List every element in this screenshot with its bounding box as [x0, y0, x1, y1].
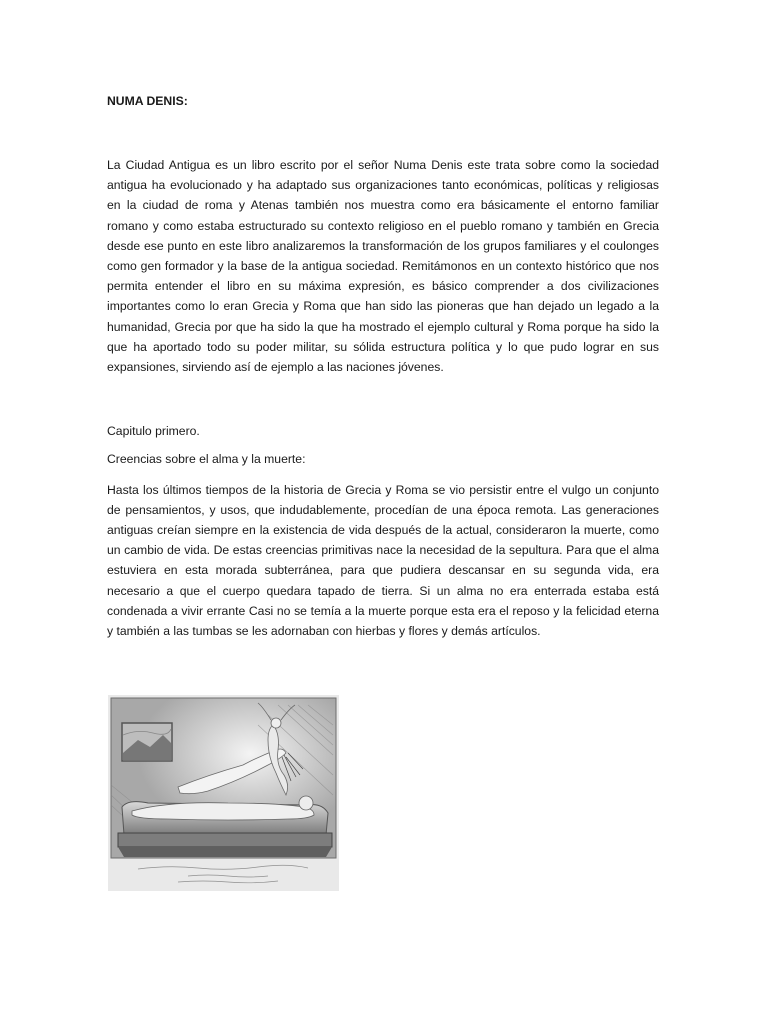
chapter-paragraph: Hasta los últimos tiempos de la historia de Grecia y Roma se vio persistir entre el vulgo un conjunto de pensamientos, y usos, que indudablemente, procedían de una época remota. Las generaciones antiguas creían siempre en la existencia de vida después de la actual, consideraron la muerte, como un cambio de vida. De estas creencias primitivas nace la necesidad de la sepultura. Para que el alma estuviera en esta morada subterránea, para que pudiera descansar en su segunda vida, era necesario a que el cuerpo quedara tapado de tierra. Si un alma no era enterrada estaba está condenada a vivir errante Casi no se temía a la muerte porque esta era el reposo y la felicidad eterna y también a las tumbas se les adornaban con hierbas y flores y demás artículos. — [107, 482, 659, 639]
intro-paragraph: La Ciudad Antigua es un libro escrito por el señor Numa Denis este trata sobre como la sociedad antigua ha evolucionado y ha adaptado sus organizaciones tanto económicas, políticas y religiosas en la ciudad de roma y Atenas también nos muestra como era básicamente el entorno familiar romano y como estaba estructurado su contexto religioso en el pueblo romano y también en Grecia desde ese punto en este libro analizaremos la transformación de los grupos familiares y el coulonges como gen formador y la base de la antigua sociedad. Remitámonos en un contexto histórico que nos permita entender el libro en su máxima expresión, es básico comprender a dos civilizaciones importantes como lo eran Grecia y Roma que han sido las pioneras que han dejado un legado a la humanidad, Grecia por que ha sido la que ha mostrado el ejemplo cultural y Roma porque ha sido la que ha aportado todo su poder militar, su sólida estructura política y lo que pudo lograr en sus expansiones, sirviendo así de ejemplo a las naciones jóvenes. — [107, 158, 659, 375]
document-title: NUMA DENIS: — [107, 94, 188, 108]
engraving-soul-leaving-body-icon — [108, 695, 339, 891]
engraving-image — [108, 695, 339, 891]
chapter-subtitle: Creencias sobre el alma y la muerte: — [107, 452, 306, 467]
document-body — [107, 93, 659, 641]
chapter-heading: Capitulo primero. — [107, 424, 200, 439]
